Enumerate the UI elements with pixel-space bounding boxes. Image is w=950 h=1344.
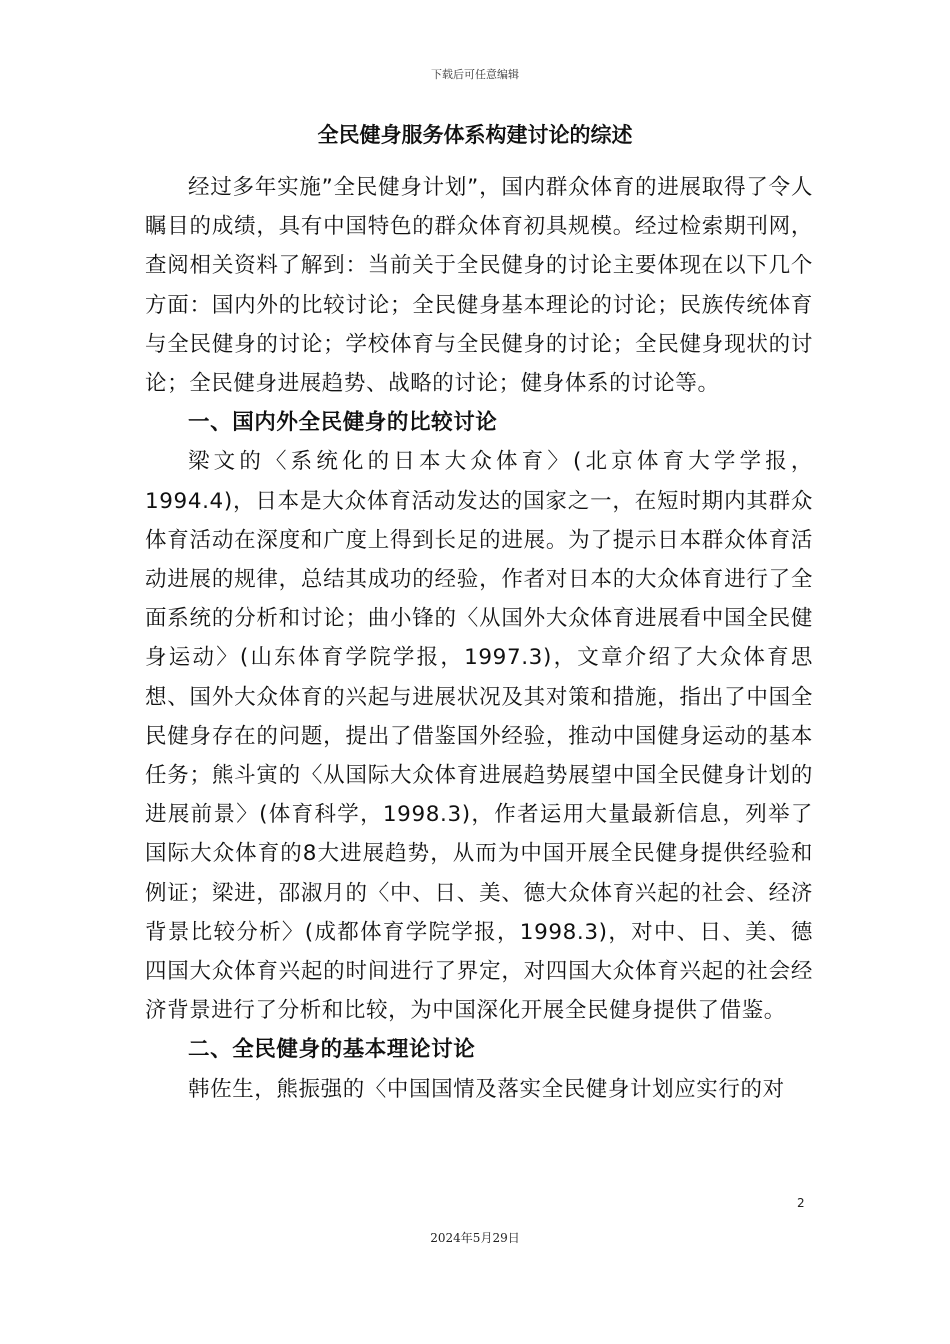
section-2-paragraph: 韩佐生，熊振强的〈中国国情及落实全民健身计划应实行的对 bbox=[188, 1076, 785, 1102]
intro-paragraph: 经过多年实施”全民健身计划”，国内群众体育的进展取得了令人瞩目的成绩，具有中国特色的群众体育初具规模。经过检索期刊网，查阅相关资料了解到：当前关于全民健身的讨论主要体现在以下几个方面：国内外的比较讨论；全民健身基本理论的讨论；民族传统体育与全民健身的讨论；学校体育与全民健身的讨论；全民健身现状的讨论；全民健身进展趋势、战略的讨论；健身体系的讨论等。 bbox=[145, 175, 813, 397]
document-body bbox=[145, 168, 813, 1109]
header-note: 下载后可任意编辑 bbox=[431, 68, 519, 81]
footer-date: 2024年5月29日 bbox=[430, 1231, 520, 1245]
section-1-paragraph: 梁文的〈系统化的日本大众体育〉(北京体育大学学报，1994.4)，日本是大众体育活动发达的国家之一，在短时期内其群众体育活动在深度和广度上得到长足的进展。为了提示日本群众体育活动进展的规律，总结其成功的经验，作者对日本的大众体育进行了全面系统的分析和讨论；曲小锋的〈从国外大众体育进展看中国全民健身运动〉(山东体育学院学报，1997.3)，文章介绍了大众体育思想、国外大众体育的兴起与进展状况及其对策和措施，指出了中国全民健身存在的问题，提出了借鉴国外经验，推动中国健身运动的基本任务；熊斗寅的〈从国际大众体育进展趋势展望中国全民健身计划的进展前景〉(体育科学，1998.3)，作者运用大量最新信息，列举了国际大众体育的8大进展趋势，从而为中国开展全民健身提供经验和例证；梁进，邵淑月的〈中、日、美、德大众体育兴起的社会、经济背景比较分析〉(成都体育学院学报，1998.3)，对中、日、美、德四国大众体育兴起的时间进行了界定，对四国大众体育兴起的社会经济背景进行了分析和比较，为中国深化开展全民健身提供了借鉴。 bbox=[145, 449, 813, 1024]
page-number: 2 bbox=[797, 1196, 805, 1210]
document-title: 全民健身服务体系构建讨论的综述 bbox=[317, 123, 633, 147]
section-2-heading: 二、全民健身的基本理论讨论 bbox=[188, 1037, 476, 1063]
section-1-heading: 一、国内外全民健身的比较讨论 bbox=[188, 410, 498, 436]
